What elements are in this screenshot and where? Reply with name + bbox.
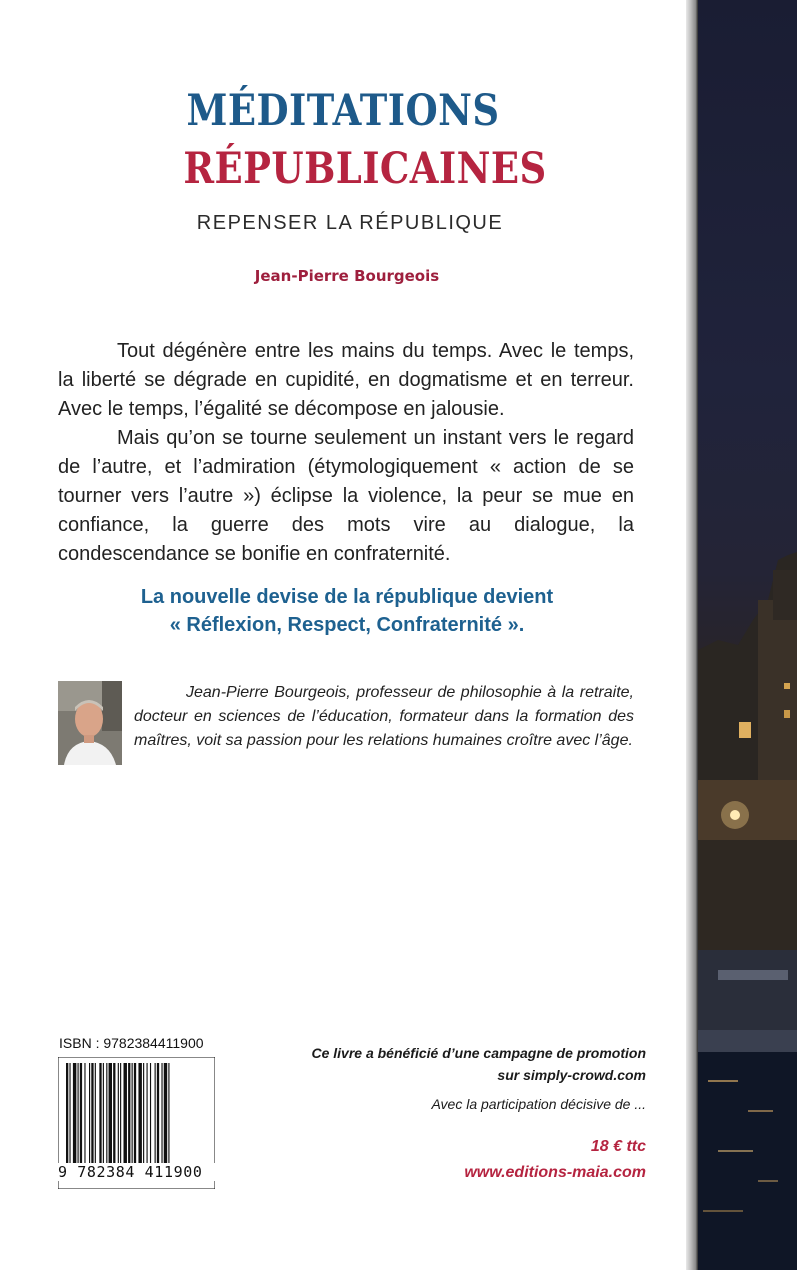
- barcode-bar: [120, 1063, 121, 1163]
- summary-paragraph-1: Tout dégénère entre les mains du temps. Avec le temps, la liberté se dégrade en cupidité, en dogmatisme et en terreur. Avec le temps, l’égalité se décompose en jalousie.: [58, 340, 634, 420]
- barcode-bar: [155, 1063, 156, 1163]
- title-line-2: RÉPUBLICAINES: [183, 144, 547, 194]
- barcode-bar: [147, 1063, 148, 1163]
- author-bio: [58, 681, 634, 765]
- barcode-bar: [128, 1063, 130, 1163]
- promo-line-1: Ce livre a bénéficié d’une campagne de promotion: [311, 1045, 646, 1061]
- price: 18 € ttc: [590, 1138, 646, 1155]
- promo-notice: [311, 1042, 646, 1086]
- barcode-bar: [124, 1063, 127, 1163]
- barcode-bar: [134, 1063, 136, 1163]
- publisher-website[interactable]: www.editions-maia.com: [464, 1164, 646, 1181]
- barcode-bar: [109, 1063, 112, 1163]
- subtitle: REPENSER LA RÉPUBLIQUE: [196, 212, 504, 234]
- barcode-bar: [132, 1063, 133, 1163]
- summary-paragraph-2: Mais qu’on se tourne seulement un instant vers le regard de l’autre, et l’admiration (étymologiquement « action de se tourner vers l’autre ») éclipse la violence, la peur se mue en confiance, la guerre des mots vire au dialogue, la condescendance se bonifie en confraternité.: [58, 427, 634, 565]
- night-scene-image: [698, 0, 797, 1270]
- barcode-bar: [164, 1063, 167, 1163]
- barcode-bar: [91, 1063, 93, 1163]
- title-line-1: MÉDITATIONS: [186, 86, 500, 136]
- barcode-bar: [161, 1063, 162, 1163]
- motto-line-1: La nouvelle devise de la république devient: [140, 586, 554, 608]
- spine-night-photo: [698, 0, 797, 1270]
- bio-text: Jean-Pierre Bourgeois, professeur de philosophie à la retraite, docteur en sciences de l’éducation, formateur dans la formation des maîtres, voit sa passion pour les relations humaines croître avec l’âge.: [134, 684, 634, 749]
- motto: [0, 583, 694, 639]
- barcode-bar: [73, 1063, 76, 1163]
- barcode-digits: 9 782384 411900: [58, 1163, 215, 1181]
- barcode-bar: [78, 1063, 79, 1163]
- barcode-bar: [84, 1063, 85, 1163]
- barcode-bar: [80, 1063, 82, 1163]
- isbn-label: ISBN : 9782384411900: [59, 1035, 204, 1051]
- barcode-bar: [138, 1063, 141, 1163]
- barcode-bar: [168, 1063, 169, 1163]
- barcode-bar: [113, 1063, 115, 1163]
- barcode-bar: [150, 1063, 151, 1163]
- barcode-bar: [103, 1063, 104, 1163]
- promo-line-2: sur simply-crowd.com: [497, 1067, 646, 1083]
- barcode-bar: [95, 1063, 96, 1163]
- author-name: Jean-Pierre Bourgeois: [254, 267, 440, 285]
- motto-line-2: « Réflexion, Respect, Confraternité ».: [169, 614, 525, 636]
- bio-photo-spacer: [58, 681, 122, 765]
- barcode-bar: [69, 1063, 70, 1163]
- barcode-bar: [143, 1063, 144, 1163]
- barcode-bar: [89, 1063, 90, 1163]
- participation-text: Avec la participation décisive de ...: [431, 1096, 646, 1112]
- barcode-bar: [66, 1063, 68, 1163]
- barcode-bar: [99, 1063, 101, 1163]
- barcode-bar: [157, 1063, 159, 1163]
- barcode-bar: [106, 1063, 107, 1163]
- summary-text: [58, 337, 634, 569]
- barcode-bar: [118, 1063, 119, 1163]
